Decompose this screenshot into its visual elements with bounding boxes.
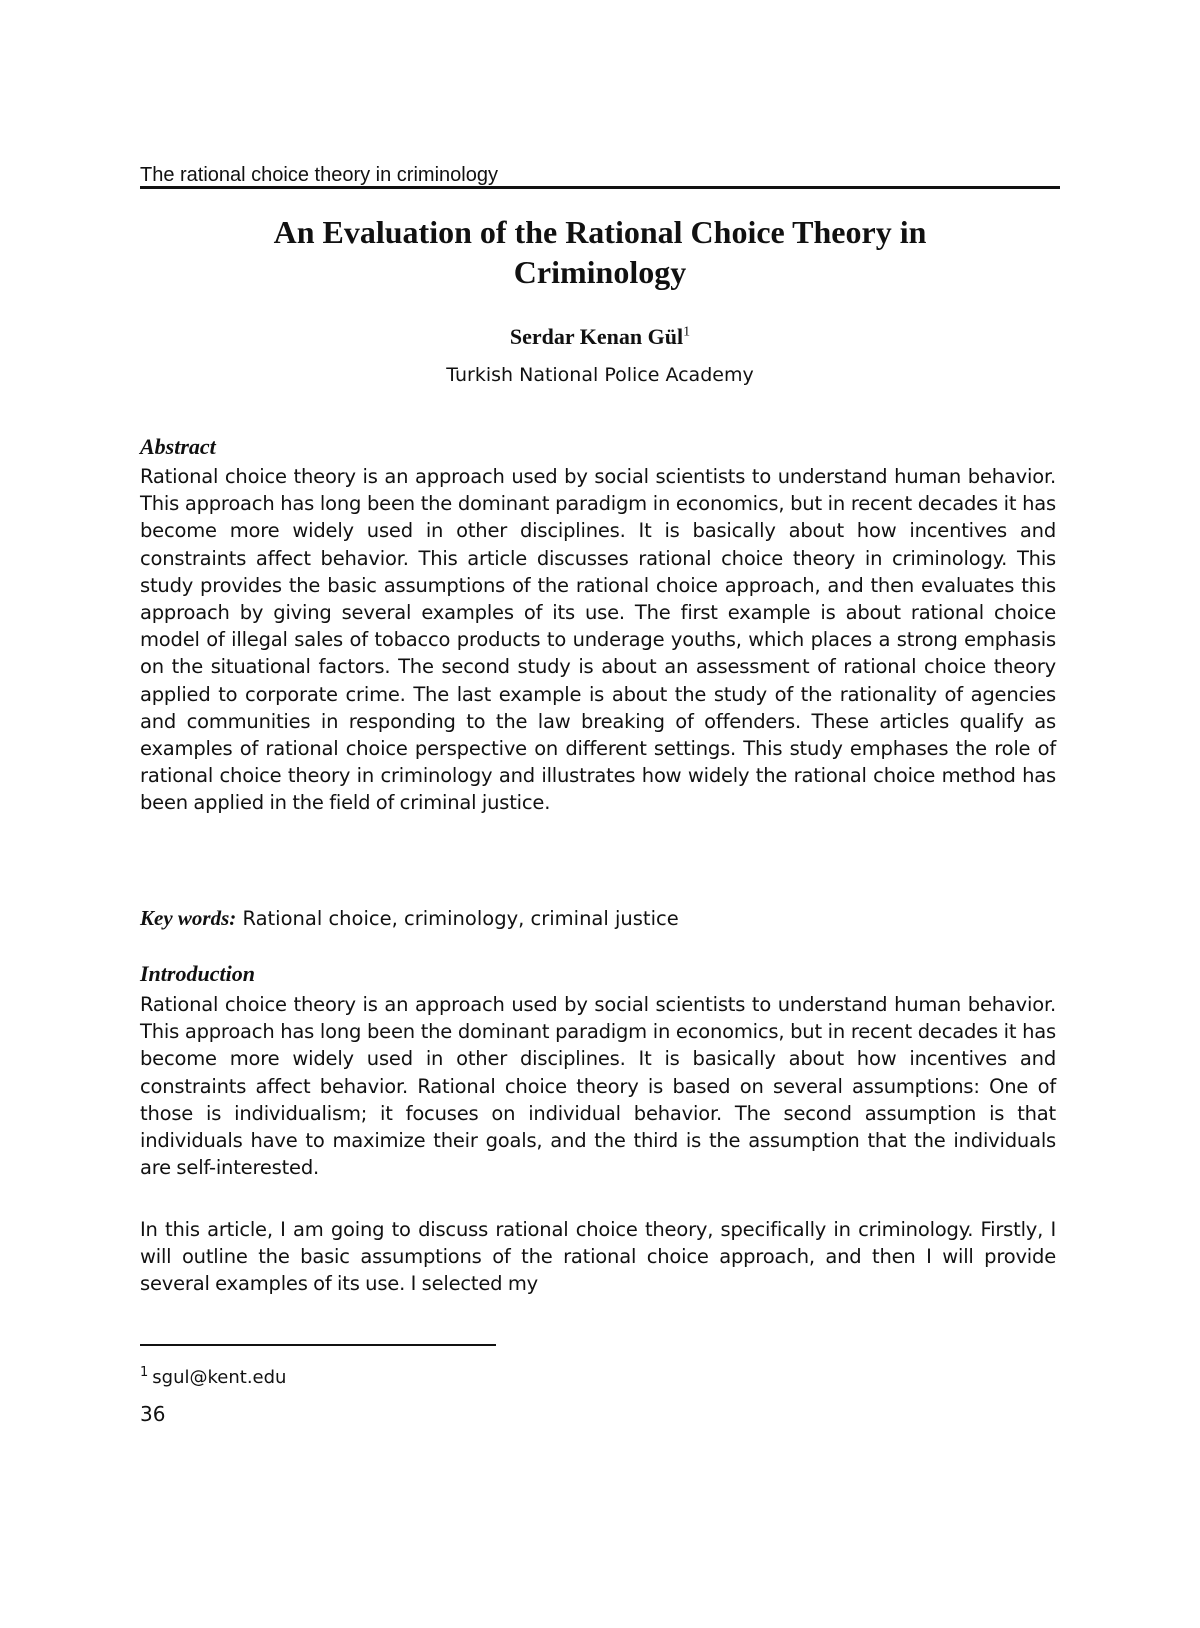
author-line (140, 323, 1060, 351)
introduction-paragraph-1: Rational choice theory is an approach used by social scientists to understand human behavior. This approach has long been the dominant paradigm in economics, but in recent decades it has become more widely used in other disciplines. It is basically about how incentives and constraints affect behavior. Rational choice theory is based on several assumptions: One of those is individualism; it focuses on individual behavior. The second assumption is that individuals have to maximize their goals, and the third is the assumption that the individuals are self-interested. (140, 993, 1056, 1180)
page-number: 36 (140, 1402, 166, 1426)
running-header: The rational choice theory in criminology (140, 164, 498, 186)
keywords-label: Key words: (140, 906, 237, 930)
keywords-line (140, 905, 1060, 932)
footnote-email: sgul@kent.edu (152, 1367, 287, 1388)
footnote-mark: 1 (140, 1365, 149, 1380)
title-line-1: An Evaluation of the Rational Choice Theory in (273, 214, 927, 250)
introduction-paragraph-2: In this article, I am going to discuss rational choice theory, specifically in criminology. Firstly, I will outline the basic assumptions of the rational choice approach, and then I will provide several examples of its use. I selected my (140, 1218, 1056, 1296)
paper-title (140, 212, 1060, 292)
author-name: Serdar Kenan Gül (509, 324, 684, 349)
abstract-heading: Abstract (140, 434, 216, 459)
author-footnote-mark: 1 (683, 324, 691, 340)
title-line-2: Criminology (513, 254, 687, 290)
footnote (140, 1366, 286, 1390)
keywords-text: Rational choice, criminology, criminal justice (242, 907, 679, 930)
introduction-heading: Introduction (140, 961, 255, 986)
author-affiliation: Turkish National Police Academy (446, 364, 754, 386)
header-rule (140, 186, 1060, 189)
footnote-rule (140, 1344, 496, 1346)
abstract-text: Rational choice theory is an approach used by social scientists to understand human behavior. This approach has long been the dominant paradigm in economics, but in recent decades it has become more widely used in other disciplines. It is basically about how incentives and constraints affect behavior. This article discusses rational choice theory in criminology. This study provides the basic assumptions of the rational choice approach, and then evaluates this approach by giving several examples of its use. The first example is about rational choice model of illegal sales of tobacco products to underage youths, which places a strong emphasis on the situational factors. The second study is about an assessment of rational choice theory applied to corporate crime. The last example is about the study of the rationality of agencies and communities in responding to the law breaking of offenders. These articles qualify as examples of rational choice perspective on different settings. This study emphases the role of rational choice theory in criminology and illustrates how widely the rational choice method has been applied in the field of criminal justice. (140, 465, 1056, 815)
